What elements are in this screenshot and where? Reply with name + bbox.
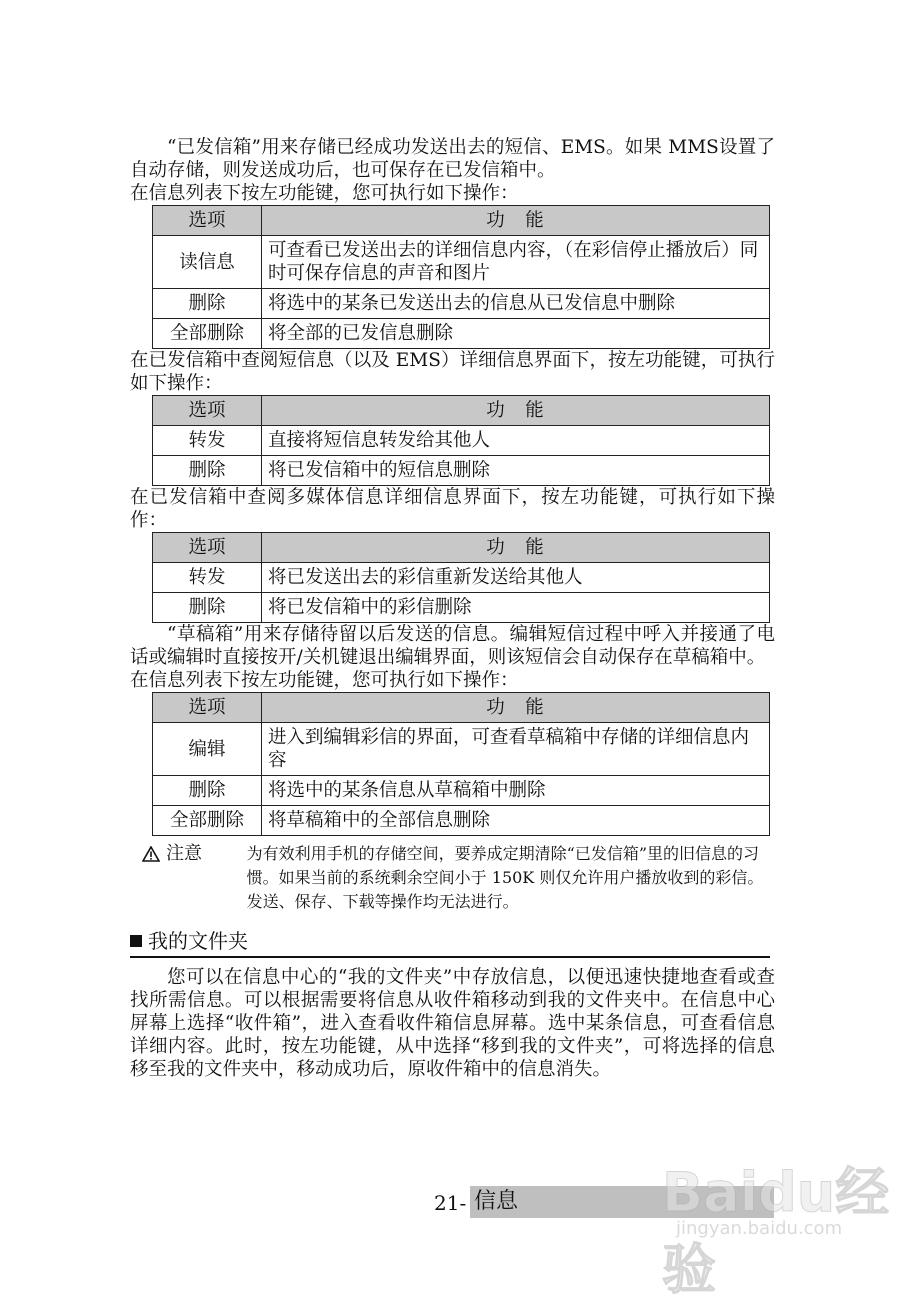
header-option: 选项: [153, 533, 262, 563]
function-cell: 将已发送出去的彩信重新发送给其他人: [262, 563, 770, 593]
function-cell: 将已发信箱中的彩信删除: [262, 593, 770, 623]
header-function: 功 能: [262, 206, 770, 236]
function-cell: 将选中的某条信息从草稿箱中删除: [262, 776, 770, 806]
watermark-url: jingyan.baidu.com: [676, 1218, 843, 1239]
table-header-row: [153, 396, 770, 426]
page-number: 21-: [434, 1191, 467, 1215]
header-option: 选项: [153, 693, 262, 723]
watermark: [662, 1140, 892, 1301]
mms-detail-paragraph: 在已发信箱中查阅多媒体信息详细信息界面下，按左功能键，可执行如下操作：: [130, 487, 775, 531]
header-function: 功 能: [262, 693, 770, 723]
table-row: [153, 426, 770, 456]
square-bullet-icon: [130, 935, 142, 947]
option-cell: 删除: [153, 456, 262, 486]
section-body: 您可以在信息中心的“我的文件夹”中存放信息，以便迅速快捷地查看或查找所需信息。可以根据需要将信息从收件箱移动到我的文件夹中。在信息中心屏幕上选择“收件箱”，进入查看收件箱信息屏幕。选中某条信息，可查看信息详细内容。此时，按左功能键，从中选择“移到我的文件夹”，可将选择的信息移至我的文件夹中，移动成功后，原收件箱中的信息消失。: [130, 967, 775, 1080]
header-function: 功 能: [262, 396, 770, 426]
chapter-tab: 信息: [470, 1186, 774, 1218]
header-option: 选项: [153, 206, 262, 236]
warning-triangle-icon: [142, 845, 160, 869]
intro-instruction: 在信息列表下按左功能键，您可执行如下操作：: [130, 183, 519, 204]
table-row: [153, 289, 770, 319]
section-title: 我的文件夹: [148, 929, 248, 953]
table-row: [153, 236, 770, 289]
function-cell: 将草稿箱中的全部信息删除: [262, 806, 770, 836]
intro-paragraph: “已发信箱”用来存储已经成功发送出去的短信、EMS。如果 MMS设置了自动存储，则发送成功后，也可保存在已发信箱中。: [130, 137, 775, 181]
option-cell: 编辑: [153, 723, 262, 776]
sent-box-options-table: [152, 205, 770, 349]
function-cell: 将选中的某条已发送出去的信息从已发信息中删除: [262, 289, 770, 319]
header-function: 功 能: [262, 533, 770, 563]
document-body: [130, 136, 775, 1081]
sms-detail-paragraph: 在已发信箱中查阅短信息（以及 EMS）详细信息界面下，按左功能键，可执行如下操作：: [130, 350, 775, 394]
option-cell: 转发: [153, 426, 262, 456]
table-row: [153, 776, 770, 806]
drafts-options-table: [152, 692, 770, 836]
table-row: [153, 319, 770, 349]
function-cell: 直接将短信息转发给其他人: [262, 426, 770, 456]
header-option: 选项: [153, 396, 262, 426]
table-row: [153, 593, 770, 623]
note-block: [130, 842, 775, 914]
function-cell: 可查看已发送出去的详细信息内容，（在彩信停止播放后）同时可保存信息的声音和图片: [262, 236, 770, 289]
section-heading: [130, 928, 770, 958]
function-cell: 将全部的已发信息删除: [262, 319, 770, 349]
sms-detail-options-table: [152, 395, 770, 486]
function-cell: 进入到编辑彩信的界面，可查看草稿箱中存储的详细信息内容: [262, 723, 770, 776]
note-label: 注意: [166, 843, 202, 864]
option-cell: 删除: [153, 289, 262, 319]
table-row: [153, 806, 770, 836]
drafts-paragraph: “草稿箱”用来存储待留以后发送的信息。编辑短信过程中呼入并接通了电话或编辑时直接按开/关机键退出编辑界面，则该短信会自动保存在草稿箱中。: [130, 624, 775, 668]
option-cell: 删除: [153, 776, 262, 806]
watermark-logo: Baidu经验: [662, 1161, 890, 1301]
option-cell: 转发: [153, 563, 262, 593]
table-header-row: [153, 206, 770, 236]
table-row: [153, 723, 770, 776]
option-cell: 读信息: [153, 236, 262, 289]
table-row: [153, 563, 770, 593]
option-cell: 全部删除: [153, 806, 262, 836]
table-header-row: [153, 533, 770, 563]
drafts-instruction: 在信息列表下按左功能键，您可执行如下操作：: [130, 670, 519, 691]
option-cell: 全部删除: [153, 319, 262, 349]
table-row: [153, 456, 770, 486]
option-cell: 删除: [153, 593, 262, 623]
table-header-row: [153, 693, 770, 723]
function-cell: 将已发信箱中的短信息删除: [262, 456, 770, 486]
note-text: 为有效利用手机的存储空间，要养成定期清除“已发信箱”里的旧信息的习惯。如果当前的系统剩余空间小于 150K 则仅允许用户播放收到的彩信。发送、保存、下载等操作均无法进行。: [246, 844, 764, 911]
mms-detail-options-table: [152, 532, 770, 623]
